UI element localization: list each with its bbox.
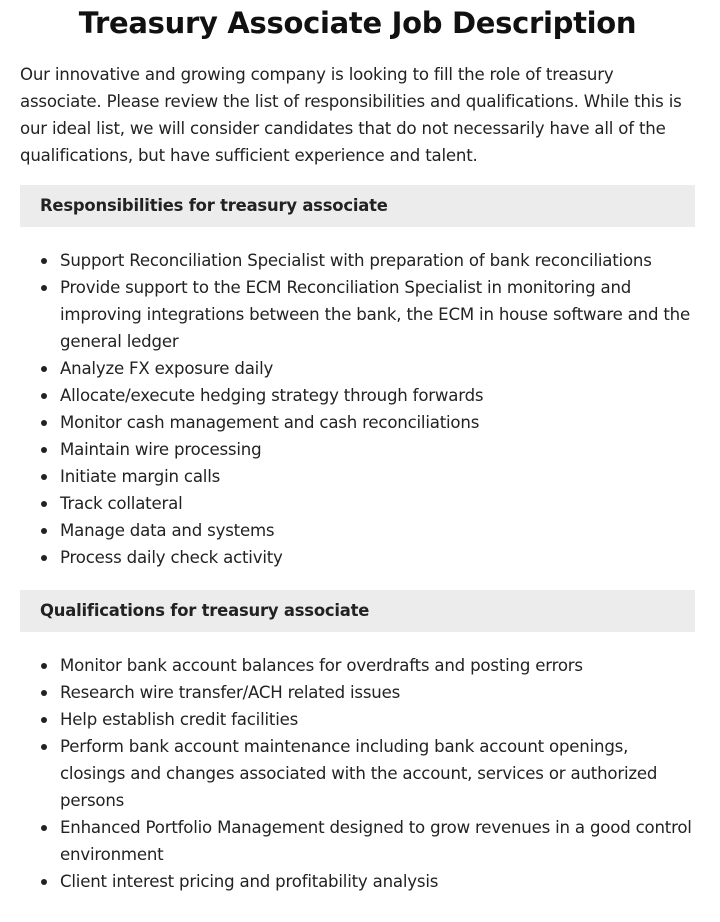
bullet-icon (41, 501, 47, 507)
list-item-text: Provide support to the ECM Reconciliation Specialist in monitoring and improving integrations between the bank, the ECM in house software and the general ledger (60, 278, 691, 351)
bullet-icon (41, 825, 47, 831)
list-item (20, 517, 695, 544)
bullet-icon (41, 366, 47, 372)
intro-paragraph: Our innovative and growing company is looking to fill the role of treasury associate. Please review the list of responsibilities and qualifications. While this is our ideal list, we will consider candidates that do not necessarily have all of the qualifications, but have sufficient experience and talent. (20, 65, 682, 165)
list-item-text: Perform bank account maintenance including bank account openings, closings and changes associated with the account, services or authorized persons (60, 737, 658, 810)
responsibilities-heading: Responsibilities for treasury associate (20, 185, 695, 227)
list-item (20, 814, 695, 868)
list-item-text: Manage data and systems (60, 521, 275, 540)
list-item (20, 463, 695, 490)
bullet-icon (41, 447, 47, 453)
bullet-icon (41, 663, 47, 669)
list-item (20, 733, 695, 814)
bullet-icon (41, 474, 47, 480)
list-item (20, 274, 695, 355)
list-item-text: Process daily check activity (60, 548, 283, 567)
qualifications-heading: Qualifications for treasury associate (20, 590, 695, 632)
list-item (20, 382, 695, 409)
list-item-text: Analyze FX exposure daily (60, 359, 274, 378)
page-title: Treasury Associate Job Description (78, 6, 637, 40)
list-item (20, 436, 695, 463)
list-item-text: Monitor cash management and cash reconciliations (60, 413, 480, 432)
list-item-text: Initiate margin calls (60, 467, 221, 486)
bullet-icon (41, 690, 47, 696)
bullet-icon (41, 528, 47, 534)
list-item-text: Track collateral (60, 494, 183, 513)
list-item-text: Allocate/execute hedging strategy through forwards (60, 386, 484, 405)
list-item (20, 490, 695, 517)
list-item (20, 544, 695, 571)
list-item-text: Monitor bank account balances for overdrafts and posting errors (60, 656, 583, 675)
list-item-text: Research wire transfer/ACH related issues (60, 683, 401, 702)
bullet-icon (41, 555, 47, 561)
job-description-page (20, 0, 695, 895)
bullet-icon (41, 717, 47, 723)
list-item (20, 679, 695, 706)
list-item (20, 706, 695, 733)
bullet-icon (41, 393, 47, 399)
bullet-icon (41, 879, 47, 885)
list-item-text: Client interest pricing and profitability analysis (60, 872, 439, 891)
list-item-text: Enhanced Portfolio Management designed to grow revenues in a good control environment (60, 818, 692, 864)
list-item (20, 247, 695, 274)
list-item (20, 652, 695, 679)
qualifications-list (20, 652, 695, 895)
bullet-icon (41, 258, 47, 264)
bullet-icon (41, 420, 47, 426)
list-item-text: Support Reconciliation Specialist with preparation of bank reconciliations (60, 251, 652, 270)
bullet-icon (41, 744, 47, 750)
list-item-text: Maintain wire processing (60, 440, 262, 459)
list-item (20, 409, 695, 436)
responsibilities-list (20, 247, 695, 571)
list-item-text: Help establish credit facilities (60, 710, 299, 729)
list-item (20, 868, 695, 895)
list-item (20, 355, 695, 382)
bullet-icon (41, 285, 47, 291)
